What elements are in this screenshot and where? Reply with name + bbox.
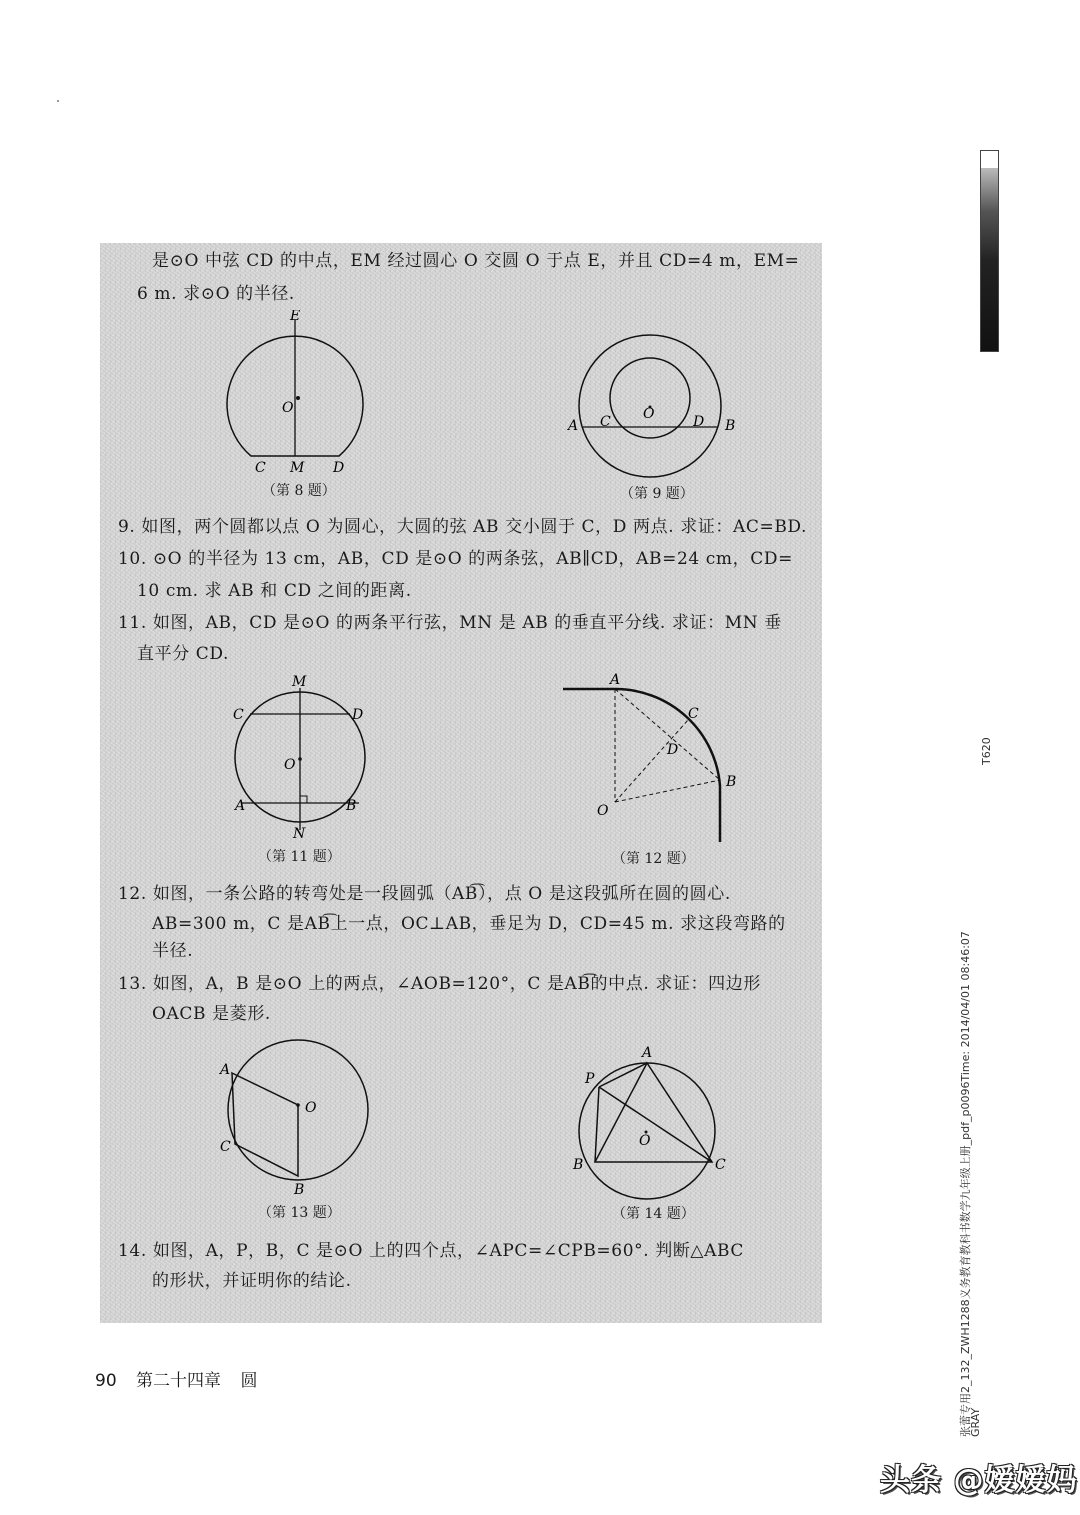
label-C: C [715,1157,726,1173]
problem-13-line-1: 13. 如图，A，B 是⊙O 上的两点，∠AOB=120°，C 是AB͡的中点. 求证：四边形 [118,974,761,994]
figure-8-caption: （第 8 题） [262,483,336,499]
label-O: O [639,1133,651,1149]
label-A: A [235,798,246,814]
label-M: M [290,460,305,476]
side-file-info: 张蕾专用2_132_ZWH1288义务教育教科书数学九年级上册_pdf_p0096Time: 2014/04/01 08:46:07 [959,931,972,1437]
label-B: B [346,798,357,814]
problem-12-line-3: 半径. [152,941,194,961]
page-number: 90 [95,1371,117,1391]
label-O: O [305,1100,317,1116]
label-B: B [294,1182,305,1198]
label-D: D [352,707,364,723]
label-B: B [726,774,737,790]
label-A: A [568,418,579,434]
label-O: O [284,757,296,773]
problem-12-line-2: AB=300 m，C 是AB͡上一点，OC⊥AB，垂足为 D，CD=45 m. 求这段弯路的 [152,914,786,934]
label-C: C [600,414,611,430]
figure-12-caption: （第 12 题） [612,851,695,867]
label-O: O [643,406,655,422]
label-N: N [293,826,306,842]
label-P: P [585,1071,595,1087]
figure-8 [220,310,400,480]
label-B: B [725,418,736,434]
label-C: C [220,1139,231,1155]
problem-8-line-2: 6 m. 求⊙O 的半径. [137,284,295,304]
figure-13-caption: （第 13 题） [258,1205,341,1221]
figure-9-caption: （第 9 题） [620,486,694,502]
label-D: D [333,460,345,476]
page-footer [95,1366,271,1391]
side-mode: GRAY [969,1407,982,1437]
problem-11-line-1: 11. 如图，AB，CD 是⊙O 的两条平行弦，MN 是 AB 的垂直平分线. 求证：MN 垂 [118,613,782,633]
figure-11 [220,672,380,842]
problem-8-line-1: 是⊙O 中弦 CD 的中点，EM 经过圆心 O 交圆 O 于点 E，并且 CD=4 m，EM= [152,251,800,271]
label-D: D [667,742,679,758]
problem-14-line-2: 的形状，并证明你的结论. [152,1271,352,1291]
problem-10-line-2: 10 cm. 求 AB 和 CD 之间的距离. [137,581,412,601]
problem-14-line-1: 14. 如图，A，P，B，C 是⊙O 上的四个点，∠APC=∠CPB=60°. 判断△ABC [118,1241,744,1261]
chapter-label: 第二十四章 [136,1371,222,1391]
scan-speck [57,100,59,102]
label-C: C [233,707,244,723]
figure-14 [565,1035,745,1205]
grayscale-calibration-bar [980,150,999,352]
figure-13 [210,1030,380,1200]
watermark: 头条 @嫒嫒妈 [880,1463,1078,1498]
problem-11-line-2: 直平分 CD. [137,644,230,664]
figure-12 [560,670,750,850]
label-A: A [610,672,621,688]
chapter-title: 圆 [240,1371,258,1391]
figure-9 [565,320,745,490]
figure-11-caption: （第 11 题） [258,849,341,865]
label-B: B [573,1157,584,1173]
side-code: T620 [980,737,993,765]
problem-12-line-1: 12. 如图，一条公路的转弯处是一段圆弧（AB͡），点 O 是这段弧所在圆的圆心. [118,884,731,904]
figure-14-caption: （第 14 题） [612,1206,695,1222]
label-D: D [693,414,705,430]
label-O: O [597,803,609,819]
label-C: C [688,706,699,722]
label-M: M [292,674,307,690]
problem-9-line-1: 9. 如图，两个圆都以点 O 为圆心，大圆的弦 AB 交小圆于 C，D 两点. 求证：AC=BD. [118,517,808,537]
problem-10-line-1: 10. ⊙O 的半径为 13 cm，AB，CD 是⊙O 的两条弦，AB∥CD，AB=24 cm，CD= [118,549,793,569]
label-A: A [642,1045,653,1061]
label-O: O [282,400,294,416]
problem-13-line-2: OACB 是菱形. [152,1004,271,1024]
label-E: E [290,310,301,324]
label-A: A [220,1062,231,1078]
label-C: C [255,460,266,476]
